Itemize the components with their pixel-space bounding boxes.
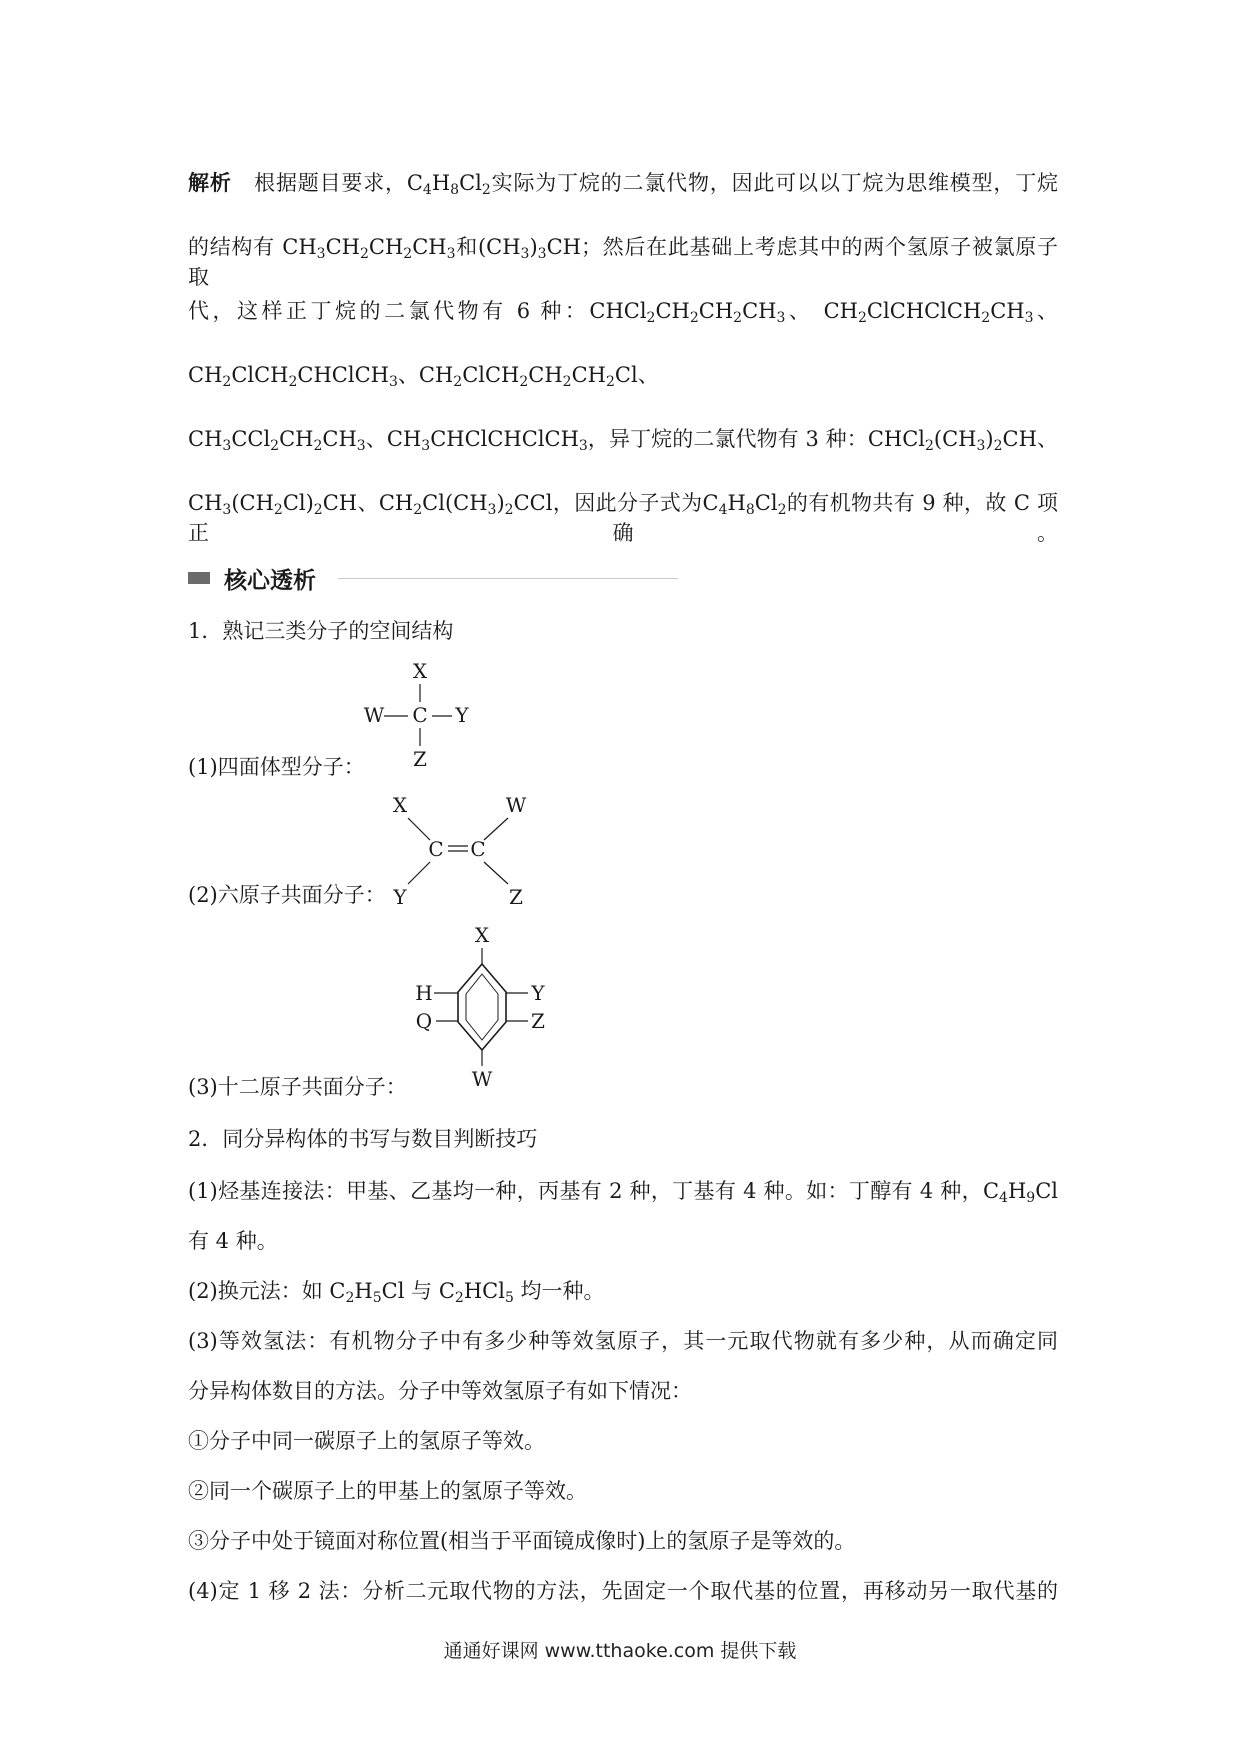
section-title: 核心透析 bbox=[224, 568, 316, 594]
item1-title: 1．熟记三类分子的空间结构 bbox=[188, 619, 454, 643]
benzene-ll-label: Q bbox=[415, 1009, 433, 1033]
ethylene-structure bbox=[380, 790, 540, 910]
analysis-line-6: $CH_3(CH_2Cl)_2CH$、$CH_2Cl(CH_3)_2CCl$，因此分子式为$C_4H_8Cl_2$的有机物共有 9 种，故 C 项正确。 bbox=[188, 491, 1058, 545]
ethylene-tr-label: W bbox=[505, 793, 527, 817]
method3-line-2: 分异构体数目的方法。分子中等效氢原子有如下情况： bbox=[188, 1379, 692, 1403]
item2-title: 2．同分异构体的书写与数目判断技巧 bbox=[188, 1127, 538, 1151]
case-1: ①分子中同一碳原子上的氢原子等效。 bbox=[188, 1429, 545, 1453]
method3-line-1: (3)等效氢法：有机物分子中有多少种等效氢原子，其一元取代物就有多少种，从而确定同 bbox=[188, 1329, 1058, 1353]
benzene-top-label: X bbox=[474, 923, 490, 947]
planar12-label: (3)十二原子共面分子： bbox=[188, 1075, 407, 1099]
case-2: ②同一个碳原子上的甲基上的氢原子等效。 bbox=[188, 1479, 587, 1503]
method1-line-1: (1)烃基连接法：甲基、乙基均一种，丙基有 2 种，丁基有 4 种。如：丁醇有 4 种，$C_4H_9Cl$ bbox=[188, 1179, 1058, 1206]
tetra-right-label: Y bbox=[455, 703, 469, 727]
case-3: ③分子中处于镜面对称位置(相当于平面镜成像时)上的氢原子是等效的。 bbox=[188, 1529, 856, 1553]
analysis-line-1: 解析 根据题目要求，$C_4H_8Cl_2$实际为丁烷的二氯代物，因此可以以丁烷为思维模型，丁烷 bbox=[188, 170, 1059, 198]
tetra-top-label: X bbox=[412, 660, 428, 683]
ethylene-br-label: Z bbox=[509, 885, 523, 909]
analysis-line-5: $CH_3CCl_2CH_2CH_3$、$CH_3CHClCHClCH_3$，异丁烷的二氯代物有 3 种：$CHCl_2(CH_3)_2CH$、 bbox=[188, 427, 1058, 454]
benzene-ur-label: Y bbox=[531, 981, 545, 1005]
ethylene-c1-label: C bbox=[428, 837, 444, 861]
benzene-structure bbox=[410, 920, 560, 1095]
analysis-line-2: 的结构有 $CH_3CH_2CH_2CH_3$和$(CH_3)_3CH$；然后在此基础上考虑其中的两个氢原子被氯原子取 bbox=[188, 235, 1059, 289]
ethylene-tl-label: X bbox=[392, 793, 408, 817]
ethylene-c2-label: C bbox=[470, 837, 486, 861]
tetrahedral-label: (1)四面体型分子： bbox=[188, 755, 365, 779]
section-heading bbox=[188, 560, 688, 596]
footer-credit: 通通好课网 www.tthaoke.com 提供下载 bbox=[443, 1640, 797, 1662]
ethylene-bl-label: Y bbox=[393, 885, 407, 909]
section-divider bbox=[338, 578, 678, 579]
tetra-center-label: C bbox=[412, 703, 428, 727]
method4-line: (4)定 1 移 2 法：分析二元取代物的方法，先固定一个取代基的位置，再移动另一取代基的 bbox=[188, 1579, 1058, 1603]
analysis-line-3: 代，这样正丁烷的二氯代物有 6 种：$CHCl_2CH_2CH_2CH_3$、 $CH_2ClCHClCH_2CH_3$、 bbox=[188, 299, 1059, 326]
method2-line: (2)换元法：如 $C_2H_5Cl$ 与 $C_2HCl_5$ 均一种。 bbox=[188, 1279, 605, 1306]
benzene-lr-label: Z bbox=[531, 1009, 545, 1033]
method1-line-2: 有 4 种。 bbox=[188, 1229, 278, 1253]
tetrahedral-structure bbox=[360, 660, 480, 780]
section-marker bbox=[188, 572, 210, 584]
benzene-ul-label: H bbox=[415, 981, 433, 1005]
analysis-line-4: $CH_2ClCH_2CHClCH_3$、$CH_2ClCH_2CH_2CH_2Cl$、 bbox=[188, 363, 659, 390]
planar6-label: (2)六原子共面分子： bbox=[188, 883, 386, 907]
analysis-heading: 解析 bbox=[188, 170, 232, 195]
benzene-bottom-label: W bbox=[471, 1067, 493, 1091]
tetra-left-label: W bbox=[363, 703, 385, 727]
tetra-bottom-label: Z bbox=[413, 747, 427, 771]
